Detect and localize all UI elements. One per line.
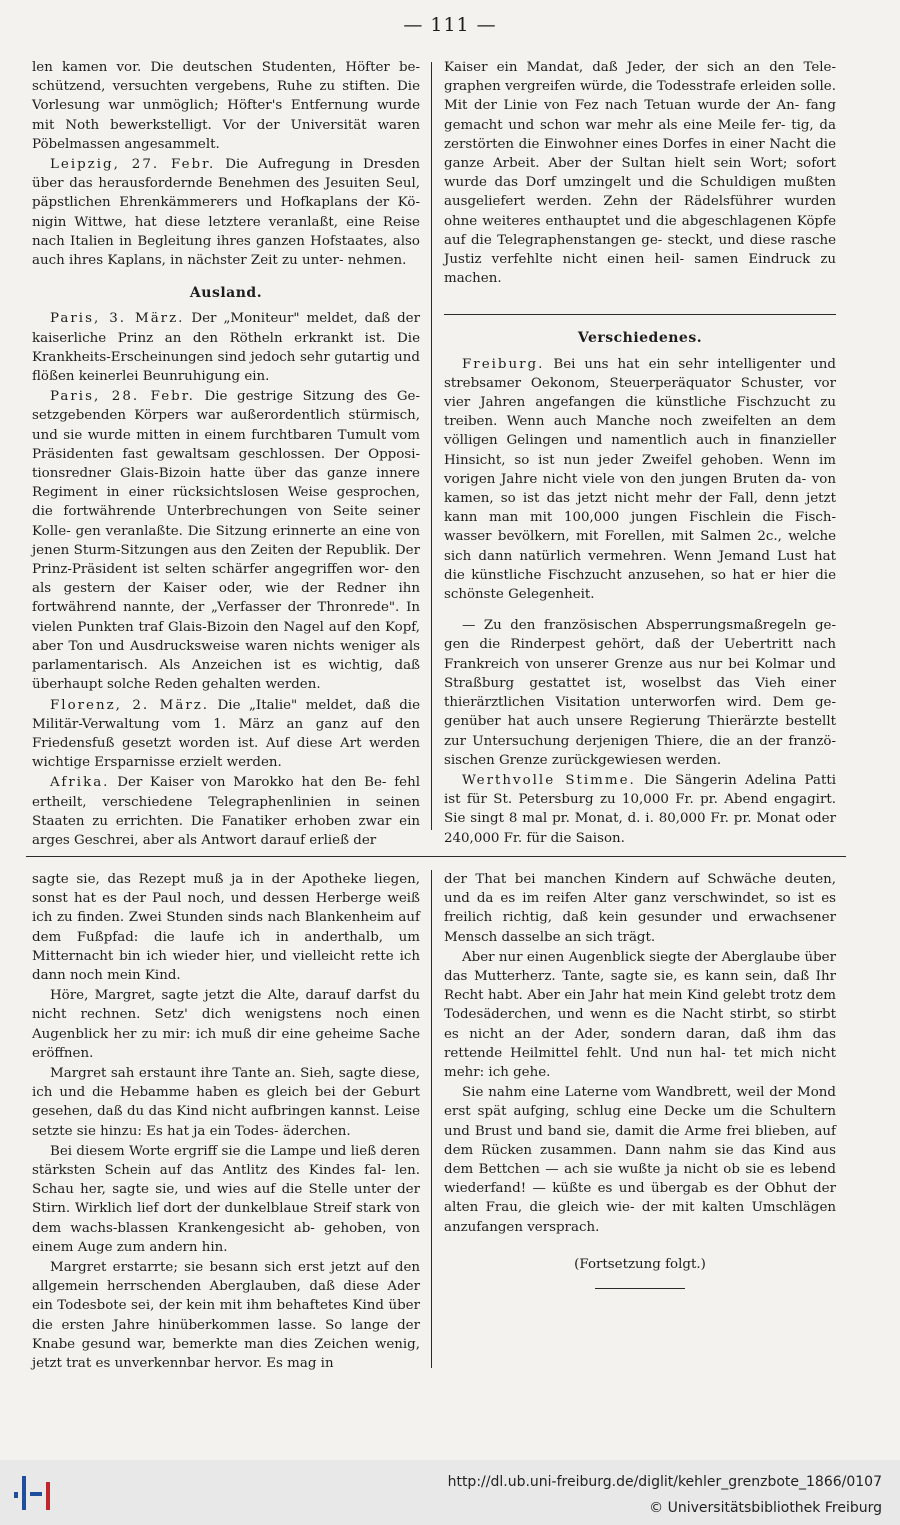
source-url[interactable]: http://dl.ub.uni-freiburg.de/diglit/kehler_grenzbote_1866/0107 <box>447 1474 882 1490</box>
feuilleton-rule <box>26 856 846 857</box>
viewer-footer <box>0 1460 900 1525</box>
continued-note: (Fortsetzung folgt.) <box>574 1256 706 1272</box>
article-afrika <box>32 773 420 850</box>
dateline: Werthvolle Stimme. <box>462 772 636 788</box>
paragraph: Sie nahm eine Laterne vom Wandbrett, weil der Mond erst spät aufging, schlug eine Decke um die Schultern und Brust und band sie, damit die Arme frei blieben, auf dem Rücken zusammen. Dann nahm sie das Kind aus dem Bettchen — ach sie wußte ja nicht ob sie es lebend wiederfand! — küßte es und übergab es der Obhut der alten Frau, die gleich wie- der mit kalten Umschlägen anzufangen versprach. <box>444 1085 836 1235</box>
bottom-right-column <box>444 870 836 1303</box>
article-florenz <box>32 696 420 773</box>
top-right-column <box>444 58 836 848</box>
article-text: Der „Moniteur" meldet, daß der kaiserliche Prinz an den Rötheln erkrankt ist. Die Krankheits-Erscheinungen sind jedoch sehr gutartig und flößen keinerlei Beunruhigung ein. <box>32 311 420 385</box>
dateline: Afrika. <box>50 775 110 791</box>
article-text: Der Kaiser von Marokko hat den Be- fehl ertheilt, verschiedene Telegraphenlinien in seinen Staaten zu errichten. Die Fanatiker erhoben zwar ein arges Geschrei, aber als Antwort darauf erließ der <box>32 775 420 848</box>
end-rule <box>595 1288 685 1289</box>
dateline: Leipzig, 27. Febr. <box>50 157 216 173</box>
paragraph: Margret sah erstaunt ihre Tante an. Sieh, sagte diese, ich und die Hebamme haben es gleich bei der Geburt gesehen, daß du das Kind nicht aufbringen kannst. Leise setzte sie hinzu: Es hat ja ein Todes- äderchen. <box>32 1066 420 1139</box>
page-number: — 111 — <box>403 14 497 36</box>
article-text: Die „Italie" meldet, daß die Militär-Verwaltung vom 1. März an ganz auf den Friedensfuß gesetzt worden ist. Auf diese Art werden wichtige Ersparnisse erzielt werden. <box>32 697 420 771</box>
paragraph: Höre, Margret, sagte jetzt die Alte, darauf darfst du nicht rechnen. Setz' dich wenigstens noch einen Augenblick her zu mir: ich muß dir eine geheime Sache eröffnen. <box>32 988 420 1061</box>
article-text: Die Sängerin Adelina Patti ist für St. Petersburg zu 10,000 Fr. pr. Abend engagirt. Sie singt 8 mal pr. Monat, d. i. 80,000 Fr. pr. Monat oder 240,000 Fr. für die Saison. <box>444 772 836 846</box>
article-freiburg <box>444 355 836 605</box>
column-divider <box>431 870 432 1368</box>
paragraph: Bei diesem Worte ergriff sie die Lampe und ließ deren stärksten Schein auf das Antlitz des Kindes fal- len. Schau her, sagte sie, und wies auf die Stelle unter der Stirn. Wirklich lief dort der dunkelblaue Streif stark von dem wachs-blassen Krankengesicht ab- gehoben, von einem Auge zum andern hin. <box>32 1143 420 1255</box>
paragraph: Kaiser ein Mandat, daß Jeder, der sich an den Tele- graphen vergreifen würde, die Todesstrafe erleiden solle. Mit der Linie von Fez nach Tetuan wurde der An- fang gemacht und schon war mehr als eine Meile fer- tig, da zerstörten die Einwohner eines Dorfes in einer Nacht die ganze Arbeit. Aber der Sultan hielt sein Wort; sofort wurde das Dorf umzingelt und die Schuldigen mußten ausgeliefert werden. Zehn der Rädelsführer wurden ohne weiteres enthauptet und die abgeschlagenen Köpfe auf die Telegraphenstangen ge- steckt, und diese rasche Justiz verfehlte nicht einen heil- samen Eindruck zu machen. <box>444 60 836 287</box>
section-heading-ausland: Ausland. <box>189 285 263 302</box>
column-divider <box>431 62 432 830</box>
article-text: Die gestrige Sitzung des Ge- setzgebenden Körpers war außerordentlich stürmisch, und sie wurde mitten in einem furchtbaren Tumult vom Präsidenten fast gewaltsam geschlossen. Der Opposi- tionsredner Glais-Bizoin hatte über das ganze innere Regiment in einer rücksichtslosen Weise gesprochen, die fortwährende Unterbrechungen von Seite seiner Kolle- gen veranlaßte. Die Sitzung erinnerte an eine von jenen Sturm-Sitzungen aus den Zeiten der Republik. Der Prinz-Präsident ist selten schärfer angegriffen wor- den als gestern der Kaiser oder, wie der Redner ihn fortwährend nannte, der „Verfasser der Thronrede". In vielen Punkten traf Glais-Bizoin den Nagel auf den Kopf, aber Ton und Ausdrucksweise waren nichts weniger als parlamentarisch. Als Anzeichen ist es wichtig, daß überhaupt solche Reden gehalten werden. <box>32 389 420 693</box>
dateline: Florenz, 2. März. <box>50 697 210 713</box>
top-left-column <box>32 58 420 850</box>
article-paris-1 <box>32 309 420 386</box>
paragraph: Margret erstarrte; sie besann sich erst jetzt auf den allgemein herrschenden Aberglauben, daß diese Ader ein Todesbote sei, der kein mit ihm behaftetes Kind über die ersten Jahre hinüberkommen lasse. So lange der Knabe gesund war, bemerkte man dies Zeichen wenig, jetzt trat es unverkennbar hervor. Es mag in <box>32 1260 420 1372</box>
paragraph: Aber nur einen Augenblick siegte der Aberglaube über das Mutterherz. Tante, sagte sie, es kann sein, daß Ihr Recht habt. Aber ein Jahr hat mein Kind gelebt trotz dem Todesäderchen, und wenn es die Nacht stirbt, so stirbt es nicht an der Ader, sondern daran, daß ihm das rettende Heilmittel fehlt. Und nun hal- tet mich nicht mehr: ich gehe. <box>444 949 836 1081</box>
section-rule <box>444 314 836 315</box>
bottom-left-column <box>32 870 420 1373</box>
paragraph: der That bei manchen Kindern auf Schwäche deuten, und da es im reifen Alter ganz verschwindet, so ist es freilich richtig, daß kein gesunder und erwachsener Mensch dasselbe an sich trägt. <box>444 872 836 945</box>
dateline: Paris, 3. März. <box>50 311 185 327</box>
article-text: Bei uns hat ein sehr intelligenter und strebsamer Oekonom, Steuerperäquator Schuster, vor vier Jahren angefangen die künstliche Fischzucht zu treiben. Wenn auch Manche noch zweifelten an dem völligen Gelingen und namentlich auch in finanzieller Hinsicht, so ist nun jeder Zweifel gehoben. Wenn im vorigen Jahre nicht viele von den jungen Bruten da- von kamen, so ist das jetzt nicht mehr der Fall, denn jetzt kann man mit 100,000 jungen Fischlein die Fisch- wasser bevölkern, mit Forellen, mit Salmen 2c., welche sich dann natürlich vermehren. Wenn Jemand Lust hat die künstliche Fischzucht anzusehen, so hat er hier die schönste Gelegenheit. <box>444 356 836 603</box>
article-stimme <box>444 771 836 848</box>
dateline: Paris, 28. Febr. <box>50 389 195 405</box>
paragraph: sagte sie, das Rezept muß ja in der Apotheke liegen, sonst hat es der Paul noch, und dessen Herberge weiß ich zu finden. Zwei Stunden sinds nach Blankenheim auf dem Fußpfad: die laufe ich in anderthalb, um Mitternacht bin ich wieder hier, und vielleicht rette ich dann noch mein Kind. <box>32 872 420 984</box>
section-heading-verschiedenes: Verschiedenes. <box>577 330 703 347</box>
article-paris-2 <box>32 387 420 694</box>
copyright-notice: © Universitätsbibliothek Freiburg <box>649 1500 882 1516</box>
article-leipzig <box>32 155 420 270</box>
article-text: Die Aufregung in Dresden über das herausfordernde Benehmen des Jesuiten Seul, päpstlichen Ehrenkämmerers und Hofkaplans der Kö- nigin Wittwe, hat diese letztere veranlaßt, eine Reise nach Italien in Begleitung ihres ganzen Hofstaates, also auch ihres Kaplans, in nächster Zeit zu unter- nehmen. <box>32 157 420 269</box>
ub-freiburg-logo-icon <box>10 1470 56 1516</box>
article-rinderpest: — Zu den französischen Absperrungsmaßregeln ge- gen die Rinderpest gehört, daß der Uebertritt nach Frankreich von unserer Grenze aus nur bei Kolmar und Straßburg gestattet ist, woselbst das Vieh einer thierärztlichen Visitation unterworfen wird. Dem ge- genüber hat auch unsere Regierung Thierärzte bestellt zur Untersuchung derjenigen Thiere, die an der franzö- sischen Grenze zurückgewiesen werden. <box>444 618 836 768</box>
dateline: Freiburg. <box>462 356 545 372</box>
paragraph: len kamen vor. Die deutschen Studenten, Höfter be- schützend, versuchten vergebens, Ruhe zu stiften. Die Vorlesung war unmöglich; Höfter's Entfernung wurde mit Noth bewerkstelligt. Vor der Universität waren Pöbelmassen angesammelt. <box>32 60 420 152</box>
